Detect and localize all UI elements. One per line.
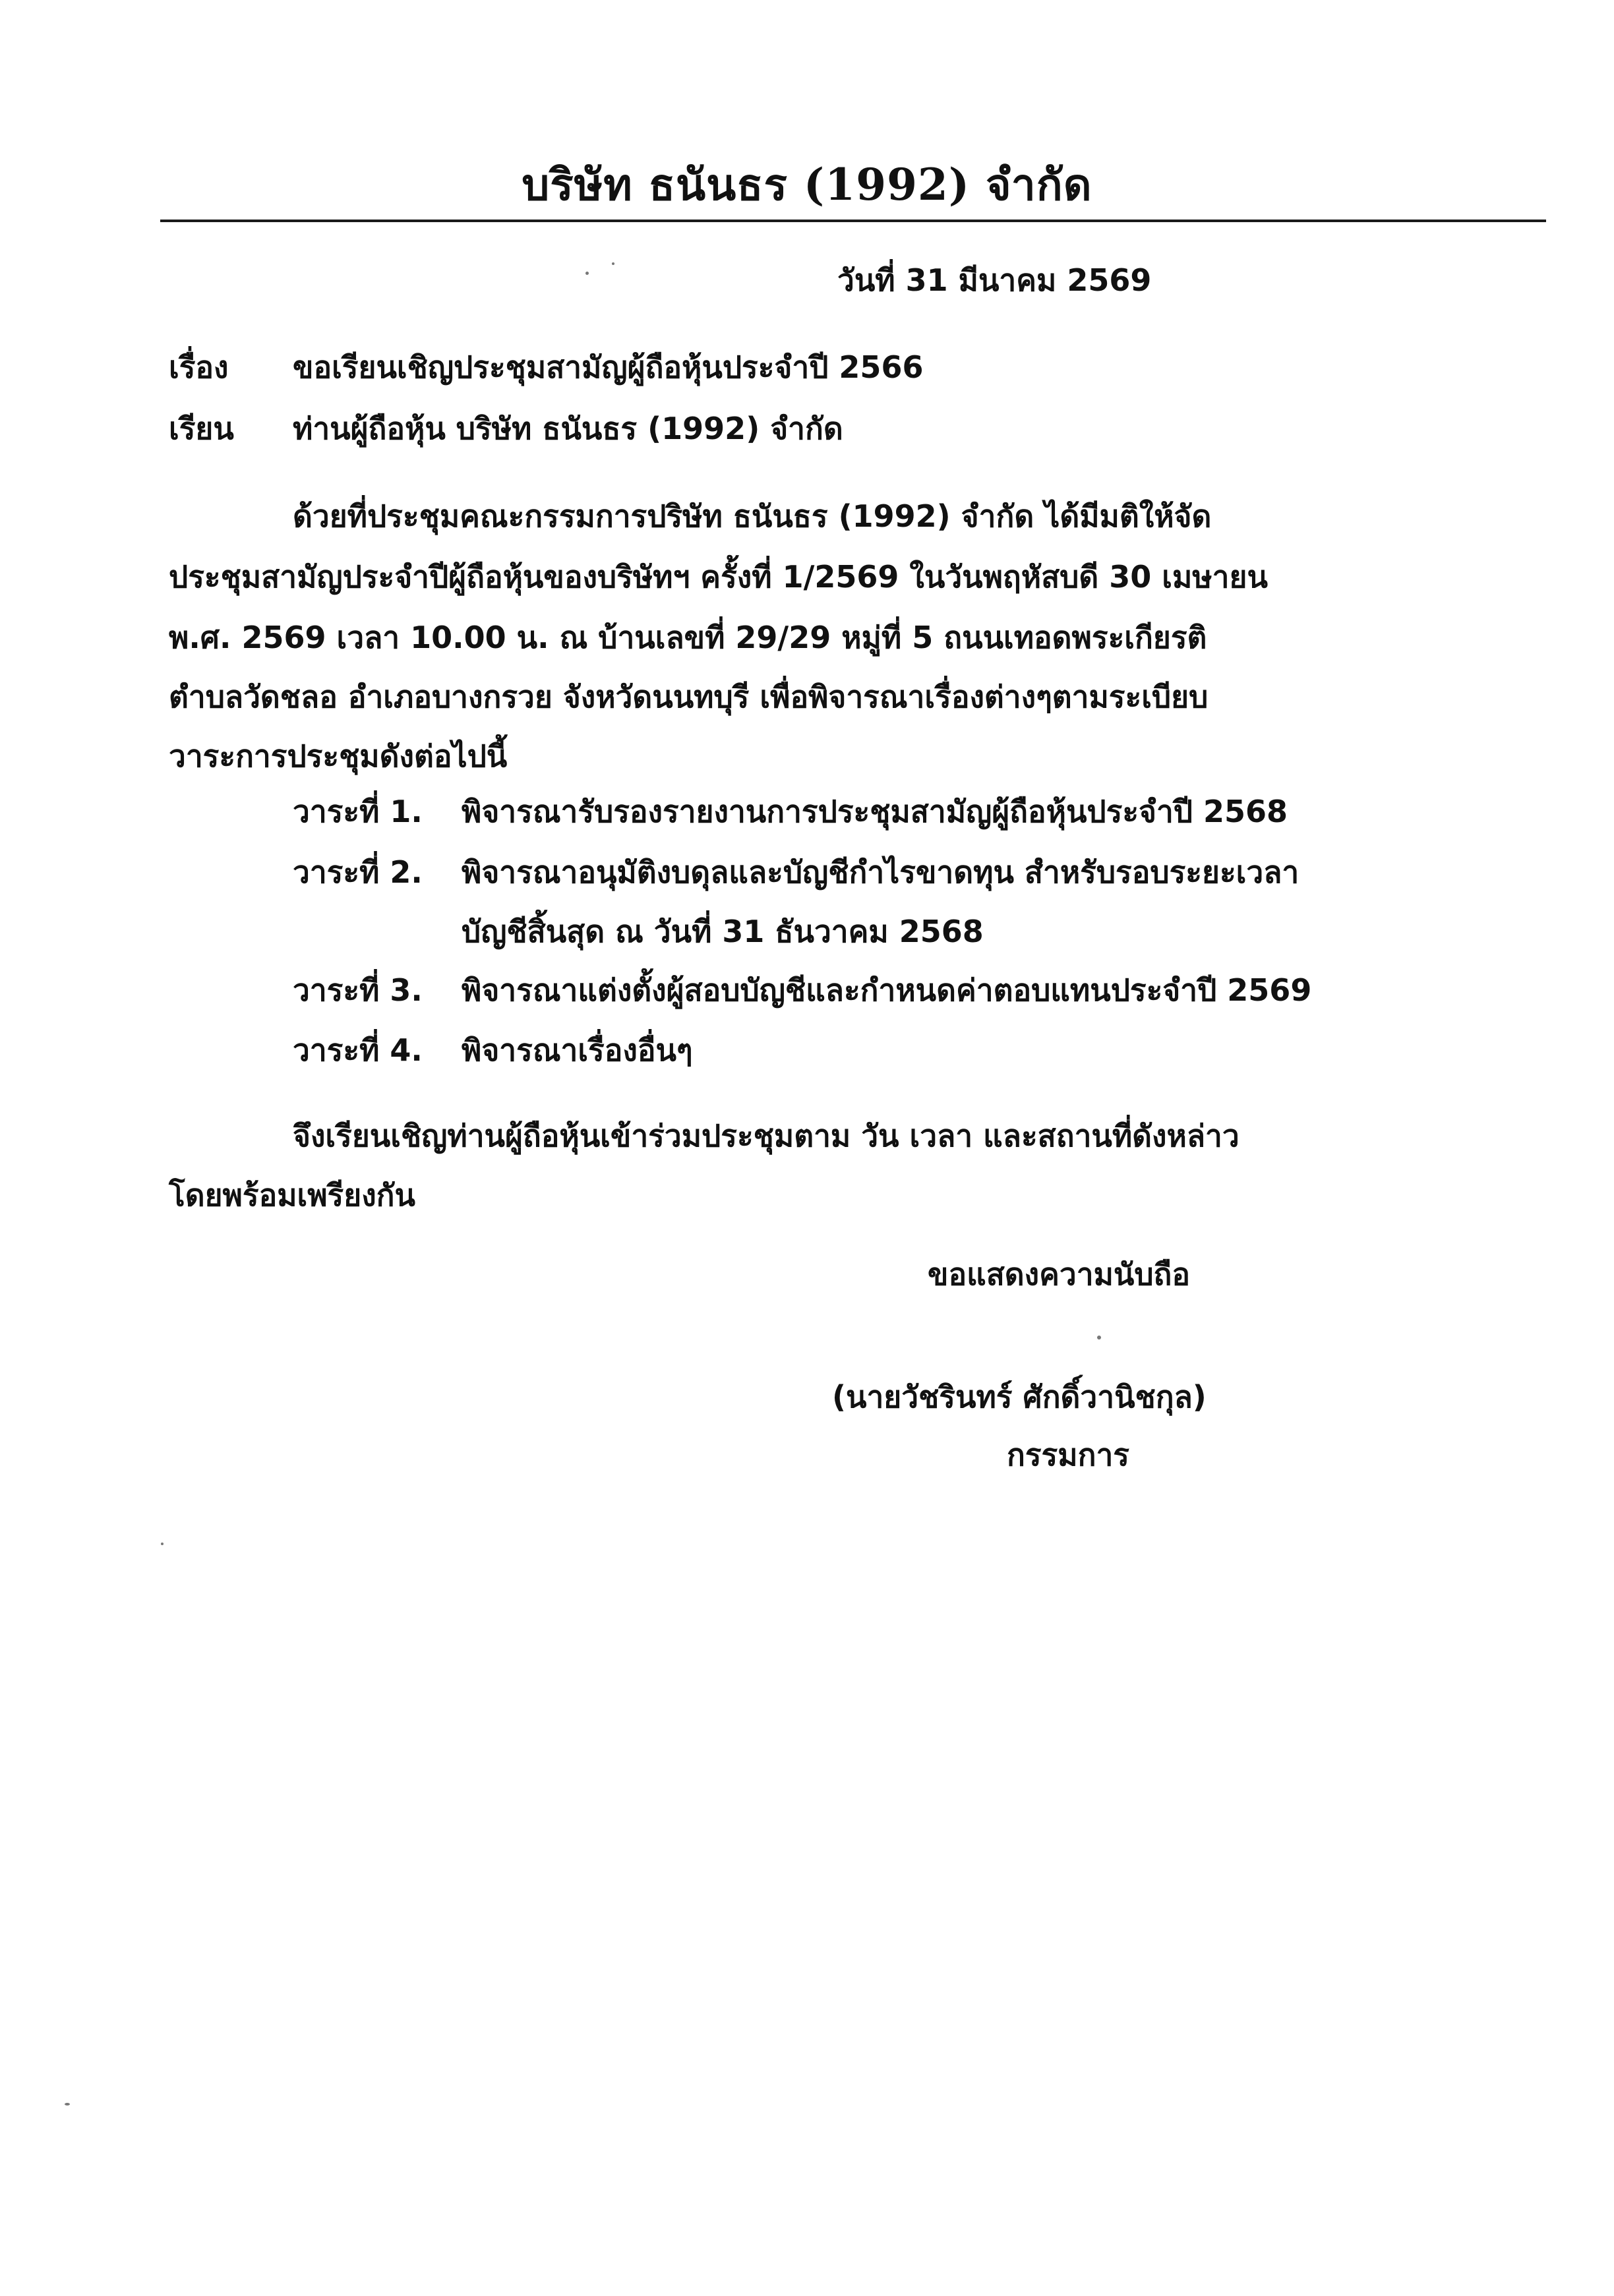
body-line: พ.ศ. 2569 เวลา 10.00 น. ณ บ้านเลขที่ 29/29 หมู่ที่ 5 ถนนเทอดพระเกียรติ <box>169 620 1207 655</box>
closing-line: โดยพร้อมเพรียงกัน <box>169 1177 415 1213</box>
closing-line: จึงเรียนเชิญท่านผู้ถือหุ้นเข้าร่วมประชุมตาม วัน เวลา และสถานที่ดังหล่าว <box>293 1118 1240 1154</box>
scan-speck <box>612 262 614 265</box>
agenda-number: วาระที่ 1. <box>293 794 423 829</box>
agenda-text: พิจารณารับรองรายงานการประชุมสามัญผู้ถือหุ้นประจำปี 2568 <box>462 794 1288 829</box>
signer-position: กรรมการ <box>1007 1437 1129 1473</box>
header-divider <box>160 220 1546 222</box>
scan-speck <box>1097 1336 1101 1339</box>
recipient-value: ท่านผู้ถือหุ้น บริษัท ธนันธร (1992) จำกัด <box>293 411 843 446</box>
letter-date: วันที่ 31 มีนาคม 2569 <box>837 262 1152 298</box>
body-line: ตำบลวัดชลอ อำเภอบางกรวย จังหวัดนนทบุรี เพื่อพิจารณาเรื่องต่างๆตามระเบียบ <box>169 679 1209 715</box>
regards-text: ขอแสดงความนับถือ <box>928 1256 1191 1292</box>
company-title: บริษัท ธนันธร (1992) จำกัด <box>522 159 1092 210</box>
agenda-text: พิจารณาแต่งตั้งผู้สอบบัญชีและกำหนดค่าตอบแทนประจำปี 2569 <box>462 972 1312 1008</box>
subject-value: ขอเรียนเชิญประชุมสามัญผู้ถือหุ้นประจำปี 2566 <box>293 349 924 385</box>
agenda-number: วาระที่ 4. <box>293 1032 423 1068</box>
signer-name: (นายวัชรินทร์ ศักดิ์วานิชกุล) <box>832 1379 1207 1415</box>
body-line: ประชุมสามัญประจำปีผู้ถือหุ้นของบริษัทฯ ครั้งที่ 1/2569 ในวันพฤหัสบดี 30 เมษายน <box>169 559 1268 595</box>
agenda-number: วาระที่ 3. <box>293 972 423 1008</box>
body-line: ด้วยที่ประชุมคณะกรรมการปริษัท ธนันธร (1992) จำกัด ได้มีมติให้จัด <box>293 498 1212 534</box>
body-line: วาระการประชุมดังต่อไปนี้ <box>169 738 508 774</box>
agenda-number: วาระที่ 2. <box>293 854 423 890</box>
scan-speck <box>161 1543 164 1545</box>
subject-label: เรื่อง <box>169 349 229 385</box>
agenda-text: พิจารณาเรื่องอื่นๆ <box>462 1032 693 1068</box>
scan-speck <box>65 2103 70 2105</box>
agenda-text-continued: บัญชีสิ้นสุด ณ วันที่ 31 ธันวาคม 2568 <box>462 914 984 949</box>
recipient-label: เรียน <box>169 411 234 446</box>
agenda-text: พิจารณาอนุมัติงบดุลและบัญชีกำไรขาดทุน สำหรับรอบระยะเวลา <box>462 854 1300 890</box>
scan-speck <box>585 272 589 275</box>
